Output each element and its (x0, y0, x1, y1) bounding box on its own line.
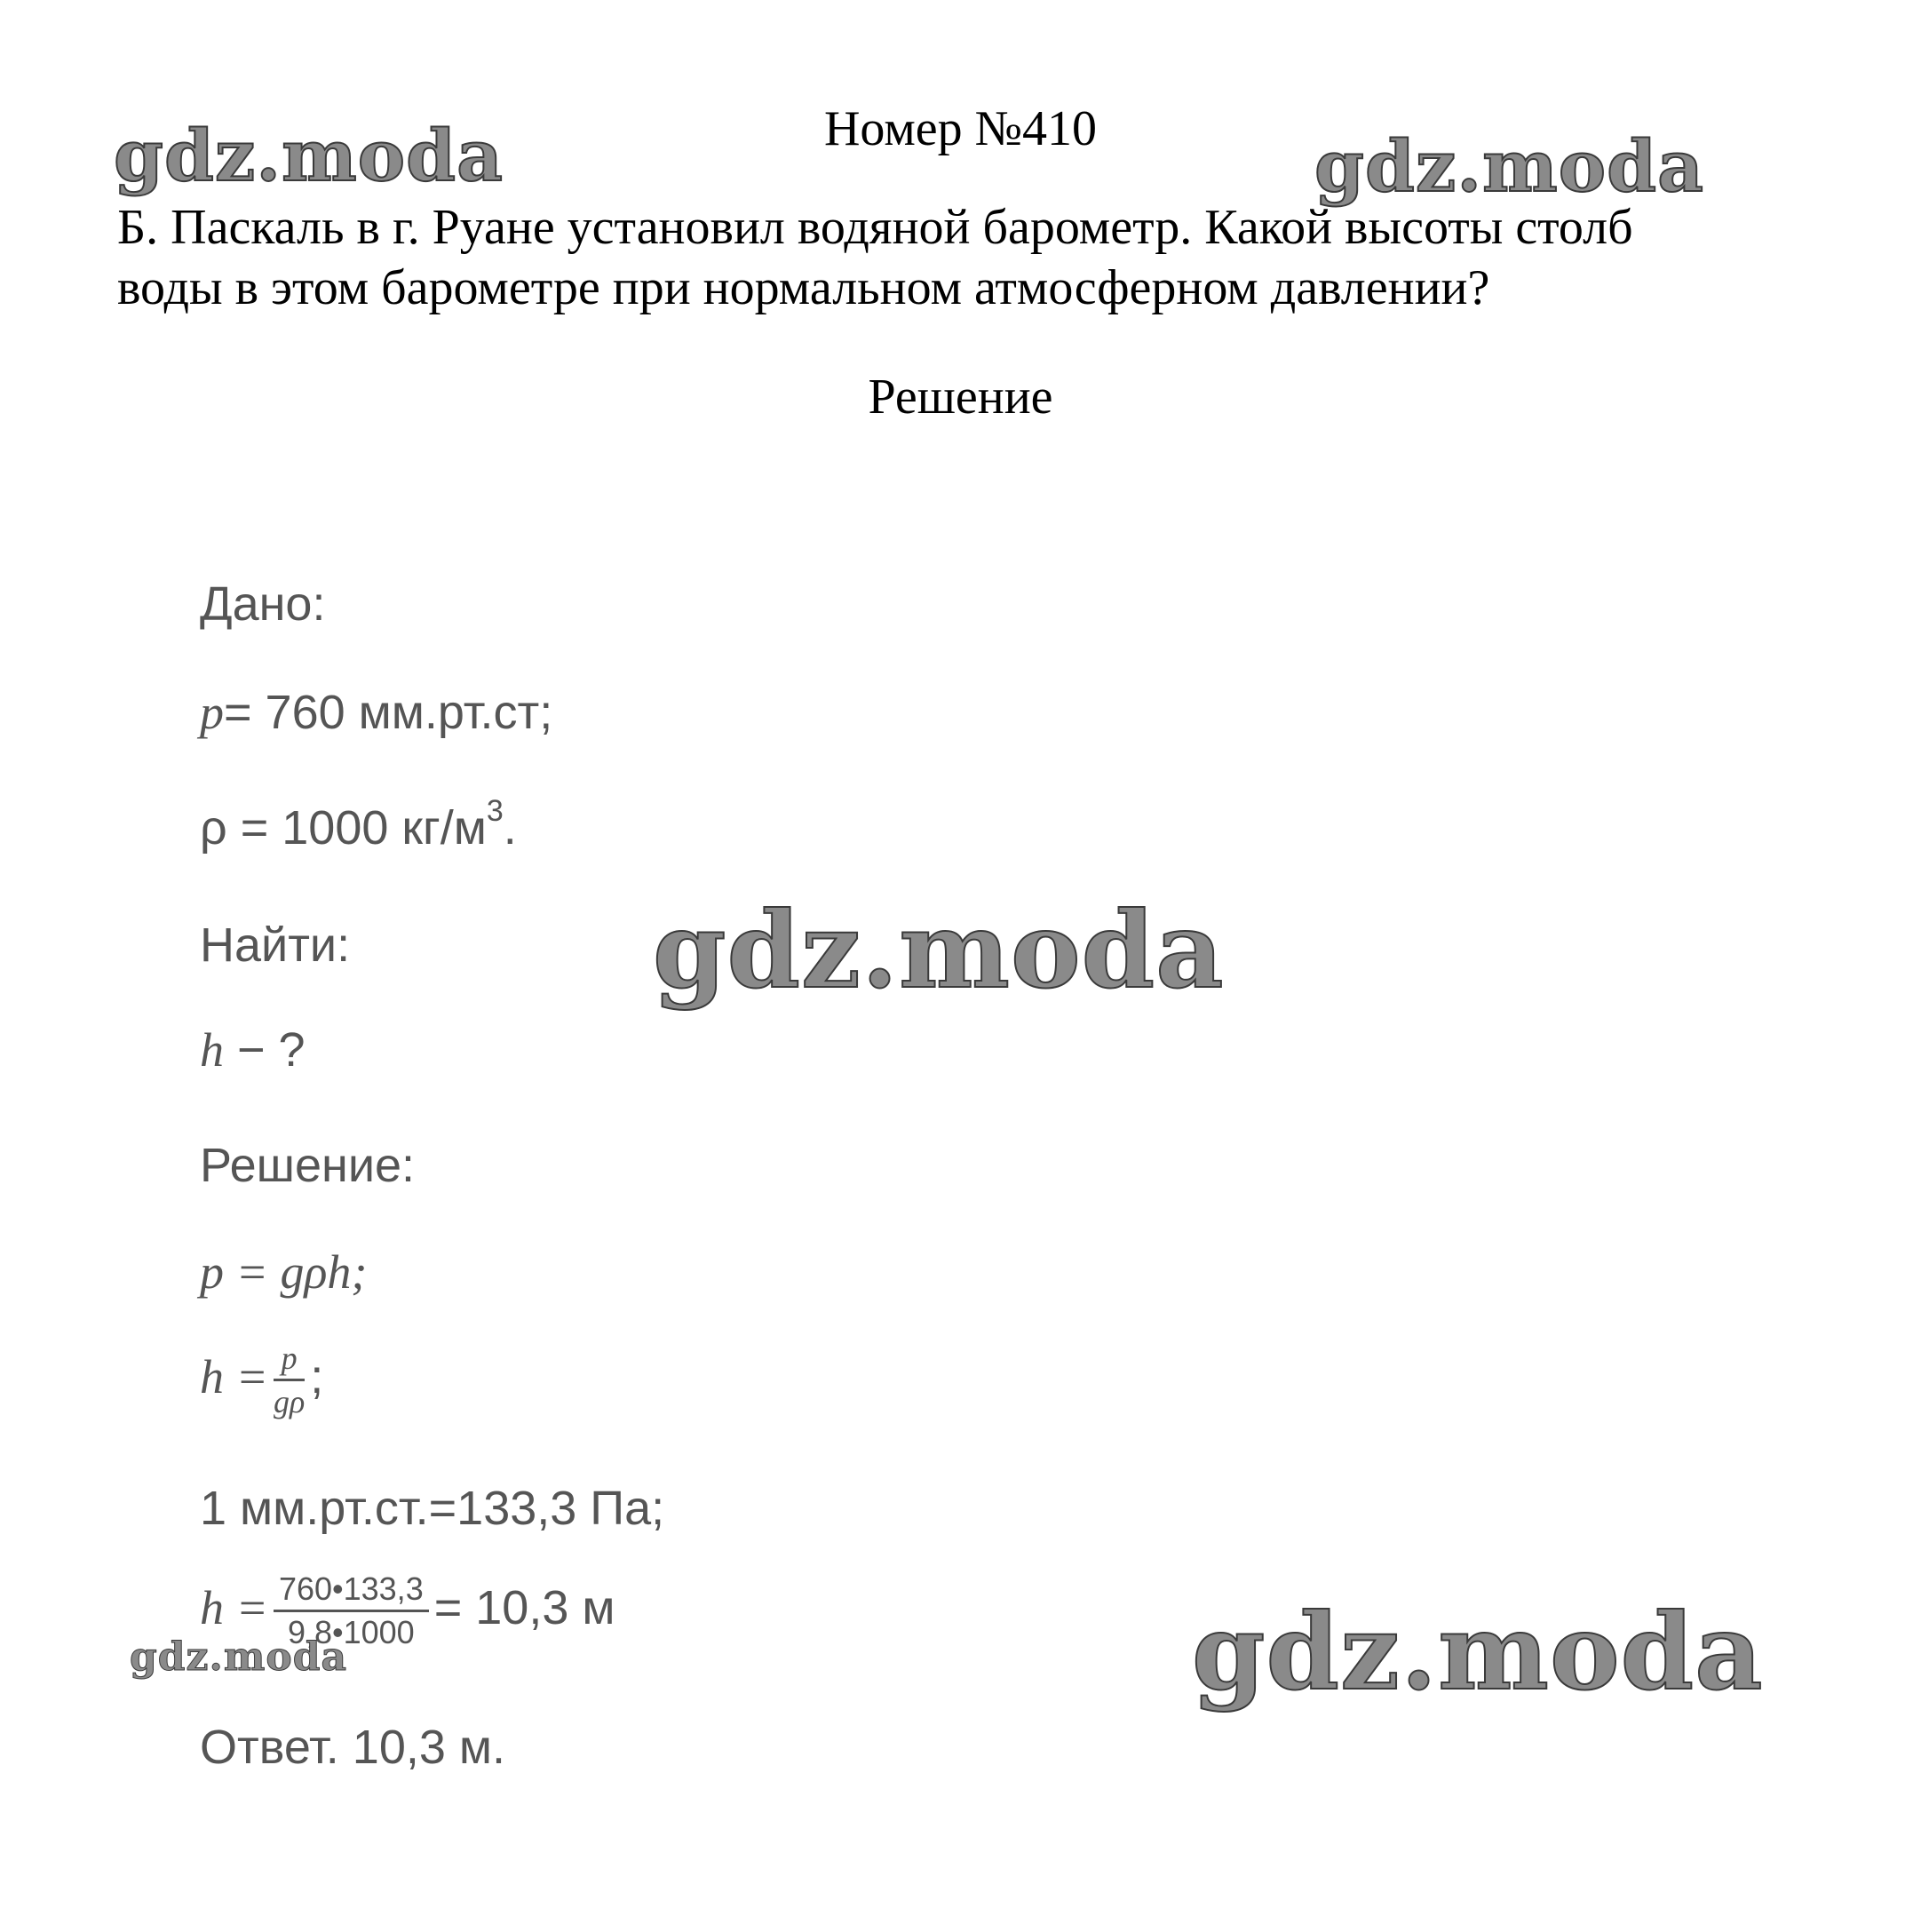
unit-conversion: 1 мм.рт.ст.=133,3 Па; (200, 1482, 665, 1535)
watermark-top-left: gdz.moda (114, 114, 504, 197)
answer-line: Ответ. 10,3 м. (200, 1721, 506, 1774)
given-density (200, 794, 517, 863)
formula-height-end: ; (310, 1349, 324, 1403)
calc-lhs: h = (200, 1580, 268, 1634)
formula-height-lhs: h = (200, 1349, 268, 1403)
given-label: Дано: (200, 577, 326, 631)
formula-height-numerator: p (274, 1340, 305, 1381)
formula-height (200, 1340, 323, 1420)
find-unknown-value: − ? (224, 1023, 306, 1077)
calc-denominator: 9,8•1000 (287, 1614, 415, 1650)
pressure-value: = 760 мм.рт.ст; (224, 686, 553, 739)
pressure-variable: p (200, 686, 224, 739)
problem-statement (117, 197, 1633, 318)
density-value: ρ = 1000 кг/м (200, 801, 487, 855)
section-heading: Решение (868, 370, 1053, 425)
problem-line-2: воды в этом барометре при нормальном атмосферном давлении? (117, 260, 1490, 315)
formula-pressure: p = gρh; (200, 1245, 368, 1299)
formula-height-denominator: gρ (273, 1384, 306, 1419)
watermark-top-right: gdz.moda (1314, 124, 1704, 208)
find-label: Найти: (200, 918, 351, 972)
formula-height-fraction (274, 1340, 305, 1420)
height-variable: h (200, 1023, 224, 1077)
watermark-small: gdz.moda (130, 1634, 348, 1680)
calc-numerator: 760•133,3 (274, 1570, 429, 1612)
density-exponent: 3 (486, 794, 504, 828)
page-title: Номер №410 (823, 101, 1098, 156)
problem-line-1: Б. Паскаль в г. Руане установил водяной барометр. Какой высоты столб (117, 200, 1633, 255)
given-pressure (200, 684, 552, 741)
calc-result: = 10,3 м (433, 1580, 615, 1634)
find-unknown (200, 1022, 306, 1078)
watermark-bottom-right: gdz.moda (1192, 1590, 1764, 1713)
solution-label: Решение: (200, 1139, 416, 1192)
watermark-center: gdz.moda (653, 888, 1225, 1012)
density-end: . (503, 801, 517, 855)
